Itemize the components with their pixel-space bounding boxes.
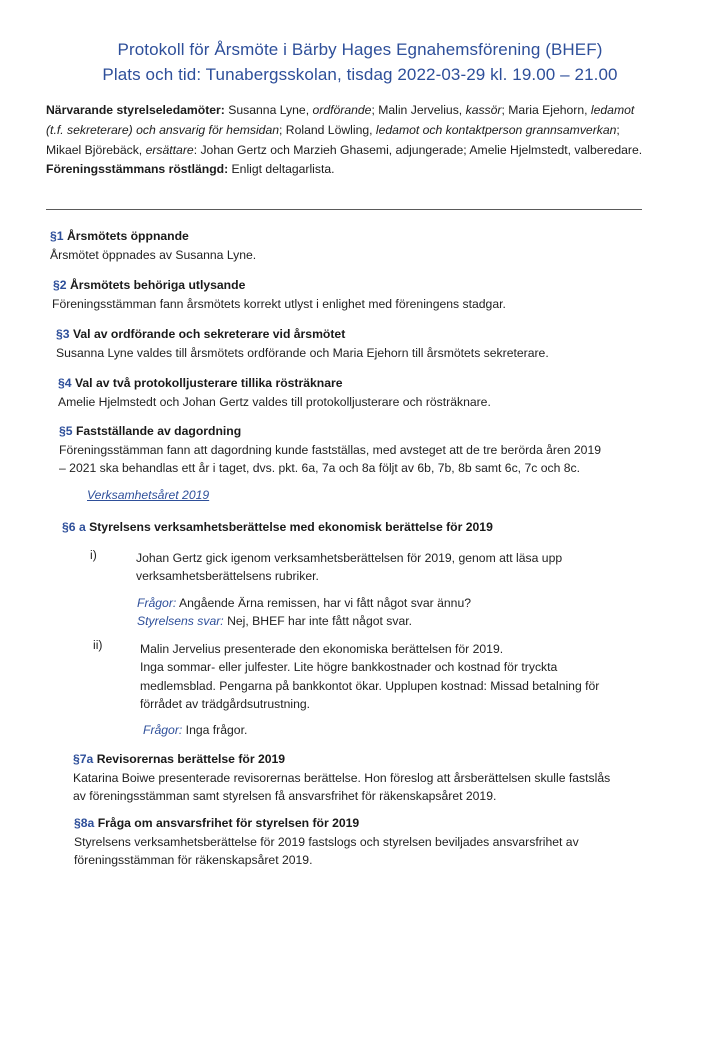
attendees-text: ; Roland Löwling, <box>279 122 376 137</box>
roll-value: Enligt deltagarlista. <box>228 162 335 177</box>
item-line: verksamhetsberättelsens rubriker. <box>136 569 319 584</box>
question-text: Angående Ärna remissen, har vi fått något svar ännu? <box>176 596 472 610</box>
section-body: föreningsstämman för räkenskapsåret 2019. <box>74 853 313 867</box>
section-2 <box>53 276 506 313</box>
section-body: Susanna Lyne valdes till årsmötets ordförande och Maria Ejehorn till årsmötets sekreterare. <box>56 345 549 360</box>
attendees-text: ; Mikael Björebäck, <box>46 122 620 157</box>
section-body: av föreningsstämman samt styrelsen få ansvarsfrihet för räkenskapsåret 2019. <box>73 789 497 803</box>
section-number: §8a <box>74 816 95 830</box>
section-number: §3 <box>56 327 70 341</box>
attendees-role: ledamot (t.f. sekreterare) och ansvarig för hemsidan <box>46 103 635 137</box>
question-label: Frågor: <box>137 596 177 610</box>
section-body: Amelie Hjelmstedt och Johan Gertz valdes till protokolljusterare och rösträknare. <box>58 394 491 409</box>
attendees-label: Närvarande styrelseledamöter: <box>46 103 225 117</box>
year-heading-2019: Verksamhetsåret 2019 <box>87 488 210 502</box>
item-ii-text <box>140 640 599 713</box>
section-heading: Val av ordförande och sekreterare vid årsmötet <box>69 327 346 341</box>
question-label: Frågor: <box>143 723 183 737</box>
section-body: Föreningsstämman fann att dagordning kunde fastställas, med avsteget att de tre berörda åren 2019 <box>59 442 601 457</box>
section-heading: Styrelsens verksamhetsberättelse med ekonomisk berättelse för 2019 <box>85 520 493 534</box>
attendees-text: : Johan Gertz och Marzieh Ghasemi, adjungerade; Amelie Hjelmstedt, valberedare. <box>193 142 643 157</box>
item-label-ii: ii) <box>93 638 103 652</box>
section-6a <box>62 518 493 537</box>
item-line: Malin Jervelius presenterade den ekonomiska berättelsen för 2019. <box>140 642 504 656</box>
section-heading: Årsmötets behöriga utlysande <box>66 278 246 292</box>
attendees-text: ; Malin Jervelius, <box>371 103 466 117</box>
document-title: Protokoll för Årsmöte i Bärby Hages Egnahemsförening (BHEF) <box>117 40 603 59</box>
section-number: §7a <box>73 752 94 766</box>
item-label-i: i) <box>90 548 97 562</box>
section-heading: Fråga om ansvarsfrihet för styrelsen för 2019 <box>94 816 360 830</box>
answer-text: Nej, BHEF har inte fått något svar. <box>223 614 413 629</box>
section-body: Årsmötet öppnades av Susanna Lyne. <box>50 247 257 262</box>
section-5 <box>59 422 601 478</box>
header-divider <box>46 209 642 210</box>
section-4 <box>58 374 491 411</box>
attendees-text: Susanna Lyne, <box>224 103 313 117</box>
attendees-role: kassör <box>465 103 502 117</box>
item-line: Johan Gertz gick igenom verksamhetsberättelsen för 2019, genom att läsa upp <box>136 551 563 565</box>
attendees-block <box>46 101 646 180</box>
question-text: Inga frågor. <box>182 723 248 737</box>
section-heading: Revisorernas berättelse för 2019 <box>93 752 286 766</box>
item-ii-qa <box>143 721 247 739</box>
item-line: förrådet av trädgårdsutrustning. <box>140 696 311 711</box>
attendees-text: ; Maria Ejehorn, <box>501 103 591 117</box>
answer-label: Styrelsens svar: <box>137 614 224 629</box>
section-number: §4 <box>58 376 72 390</box>
item-line: medlemsblad. Pengarna på bankkontot ökar. Upplupen kostnad: Missad betalning för <box>140 678 600 693</box>
section-number: §2 <box>53 278 67 292</box>
section-number: §6 a <box>62 520 86 534</box>
section-heading: Fastställande av dagordning <box>72 424 242 438</box>
section-1 <box>50 227 256 264</box>
section-heading: Val av två protokolljusterare tillika rösträknare <box>71 376 343 390</box>
document-place-time: Plats och tid: Tunabergsskolan, tisdag 2022-03-29 kl. 19.00 – 21.00 <box>102 65 618 84</box>
section-7a <box>73 750 610 806</box>
item-i-qa <box>137 594 471 631</box>
section-body: Föreningsstämman fann årsmötets korrekt utlyst i enlighet med föreningens stadgar. <box>52 296 506 311</box>
section-3 <box>56 325 549 362</box>
section-heading: Årsmötets öppnande <box>63 229 189 243</box>
attendees-role: ordförande <box>312 103 372 117</box>
roll-label: Föreningsstämmans röstlängd: <box>46 162 229 177</box>
section-8a <box>74 814 579 870</box>
item-i-text <box>136 549 562 586</box>
section-body: – 2021 ska behandlas ett år i taget, dvs. pkt. 6a, 7a och 8a följt av 6b, 7b, 8b samt 6c, 7c och 8c. <box>59 461 580 475</box>
item-line: Inga sommar- eller julfester. Lite högre bankkostnader och kostnad för tryckta <box>140 660 558 675</box>
section-number: §1 <box>50 229 64 243</box>
attendees-role: ledamot och kontaktperson grannsamverkan <box>375 122 617 137</box>
section-number: §5 <box>59 424 73 438</box>
attendees-role: ersättare <box>145 142 194 157</box>
section-body: Styrelsens verksamhetsberättelse för 2019 fastslogs och styrelsen beviljades ansvarsfrihet av <box>74 834 579 849</box>
section-body: Katarina Boiwe presenterade revisorernas berättelse. Hon föreslog att årsberättelsen skulle fastslås <box>73 770 611 785</box>
